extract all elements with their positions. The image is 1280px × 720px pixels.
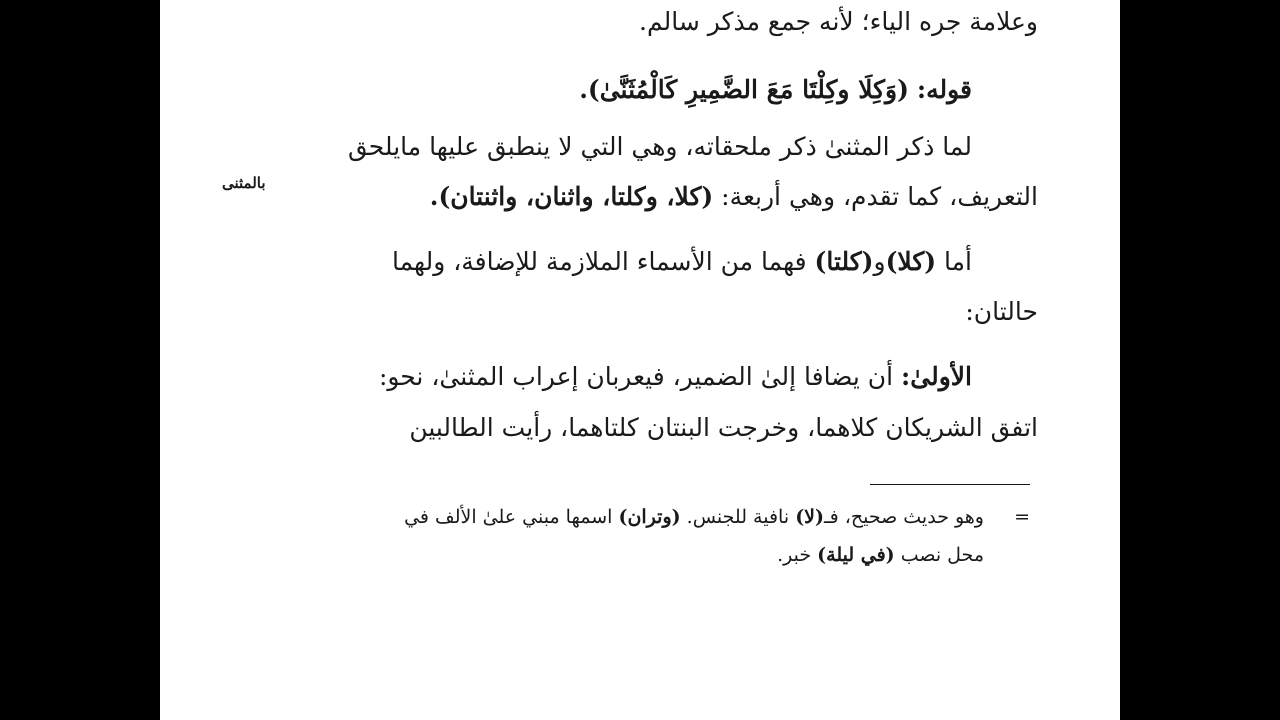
footnote-2-b: (في ليلة) [817, 544, 895, 566]
text-line-1 [639, 2, 1038, 42]
footnote-line-2 [777, 540, 984, 570]
line-4-text: التعريف، كما تقدم، وهي أربعة: [721, 182, 1038, 211]
quote-label: قوله: [916, 75, 972, 104]
line-5-b: (كلا) [885, 247, 937, 276]
footnote-1-c: نافية للجنس. [686, 506, 790, 528]
footnote-1-b: (لا) [795, 506, 825, 528]
text-line-3 [348, 127, 972, 167]
footnote-marker [1014, 502, 1030, 532]
text-line-6 [965, 292, 1038, 332]
line-5-a: أما [944, 247, 972, 276]
first-case-label: الأولىٰ: [901, 362, 972, 391]
line-4-bold: (كلا، وكلتا، واثنان، واثنتان). [429, 182, 714, 211]
footnote-marker-text: = [1014, 506, 1030, 528]
text-line-8 [409, 408, 1038, 448]
line-5-c: و [873, 247, 886, 276]
text-line-2 [579, 70, 972, 110]
line-8-text: اتفق الشريكان كلاهما، وخرجت البنتان كلتاهما، رأيت الطالبين [409, 413, 1038, 442]
text-line-4 [430, 177, 1038, 217]
line-6-text: حالتان: [965, 297, 1038, 326]
quoted-verse: (وَكِلَا وكِلْتَا مَعَ الضَّمِيرِ كَالْمُثَنَّىٰ). [579, 75, 909, 104]
line-3-text: لما ذكر المثنىٰ ذكر ملحقاته، وهي التي لا ينطبق عليها مايلحق [347, 132, 972, 161]
footnote-2-c: خبر. [777, 544, 812, 566]
footnote-2-a: محل نصب [900, 544, 984, 566]
line-1-text: وعلامة جره الياء؛ لأنه جمع مذكر سالم. [639, 7, 1038, 36]
document-page [160, 0, 1120, 720]
margin-note-text: بالمثنى [222, 174, 266, 192]
footnote-1-e: اسمها مبني علىٰ الألف في [404, 506, 613, 528]
line-5-d: (كلتا) [814, 247, 874, 276]
margin-note [222, 174, 266, 192]
line-7-text: أن يضافا إلىٰ الضمير، فيعربان إعراب المثنىٰ، نحو: [378, 362, 894, 391]
text-line-5 [392, 242, 972, 282]
line-5-e: فهما من الأسماء الملازمة للإضافة، ولهما [391, 247, 807, 276]
footnote-line-1 [404, 502, 984, 532]
text-line-7 [379, 357, 972, 397]
footnote-1-a: وهو حديث صحيح، فـ [824, 506, 984, 528]
footnote-1-d: (وتران) [618, 506, 681, 528]
footnote-divider [870, 484, 1030, 485]
